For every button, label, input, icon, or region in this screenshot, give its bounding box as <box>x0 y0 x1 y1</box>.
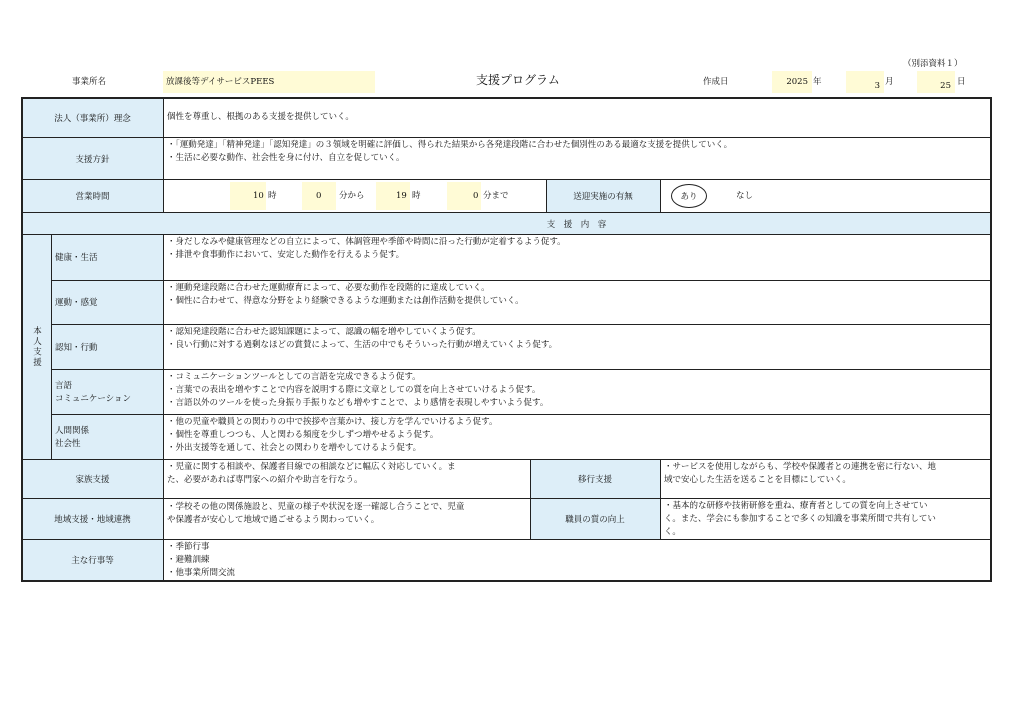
social-relations-line: ・個性を尊重しつつも、人と関わる頻度を少しずつ増やせるよう促す。 <box>167 430 439 440</box>
day-value: 25 <box>940 81 951 91</box>
rule <box>51 369 991 370</box>
office-name: 放課後等デイサービスPEES <box>166 77 275 87</box>
office-name-field[interactable] <box>163 71 375 93</box>
cognition-behavior-line: ・認知発達段階に合わせた認知課題によって、認識の幅を増やしていくよう促す。 <box>167 327 481 337</box>
health-life-line: ・排泄や食事動作において、安定した動作を行えるよう促す。 <box>167 250 405 260</box>
start-hour: 10 <box>253 191 264 201</box>
border-bottom <box>21 580 991 582</box>
motor-sensory-line: ・個性に合わせて、得意な分野をより経験できるような運動または創作活動を提供していく。 <box>167 296 524 306</box>
rule <box>51 324 991 325</box>
day-field[interactable] <box>917 71 955 93</box>
cognition-behavior-line: ・良い行動に対する過剰なほどの賞賛によって、生活の中でもそういった行動が増えていくよう促す。 <box>167 340 558 350</box>
policy-label: 支援方針 <box>75 154 110 165</box>
rule <box>660 459 661 539</box>
personal-support-label: 本人支援 <box>31 326 42 368</box>
border-right <box>990 97 992 582</box>
cognition-behavior-label: 認知・行動 <box>55 343 98 353</box>
border-top <box>21 97 991 99</box>
day-unit: 日 <box>957 77 966 87</box>
office-label: 事業所名 <box>72 77 107 87</box>
staff-quality-line: ・基本的な研修や技術研修を重ね、療育者としての質を向上させてい <box>664 501 928 511</box>
community-support-label: 地域支援・地域連携 <box>54 515 131 525</box>
staff-quality-line: く。 <box>664 527 681 537</box>
motor-sensory-label: 運動・感覚 <box>55 298 98 308</box>
month-field[interactable] <box>846 71 884 93</box>
transition-support-label: 移行支援 <box>577 475 612 485</box>
end-hour: 19 <box>396 191 407 201</box>
policy-line: ・生活に必要な動作、社会性を身に付け、自立を促していく。 <box>167 153 405 163</box>
event-item: ・季節行事 <box>167 542 210 552</box>
transport-no-option[interactable]: なし <box>736 191 754 201</box>
philosophy-text: 個性を尊重し、根拠のある支援を提供していく。 <box>167 112 354 122</box>
page-title: 支援プログラム <box>476 73 560 87</box>
family-support-line: ・児童に関する相談や、保護者目線での相談などに幅広く対応していく。ま <box>167 462 456 472</box>
rule <box>163 234 164 581</box>
social-relations-line: ・他の児童や職員との関わりの中で挨拶や言葉かけ、接し方を学んでいけるよう促す。 <box>167 417 498 427</box>
year-unit: 年 <box>813 77 822 87</box>
content-header: 支 援 内 容 <box>546 219 607 230</box>
rule <box>21 234 991 235</box>
hour-unit: 時 <box>412 191 421 201</box>
rule <box>21 137 991 138</box>
staff-quality-label: 職員の質の向上 <box>565 515 625 525</box>
month-unit: 月 <box>885 77 894 87</box>
rule <box>21 498 991 499</box>
rule <box>21 539 991 540</box>
end-minute: 0 <box>473 191 479 201</box>
from-label: 分から <box>339 191 365 201</box>
hour-unit: 時 <box>268 191 277 201</box>
transport-label: 送迎実施の有無 <box>573 192 633 202</box>
transport-yes-label: あり <box>680 192 698 202</box>
family-support-label: 家族支援 <box>75 475 110 485</box>
transport-yes-option[interactable] <box>671 184 707 208</box>
rule <box>21 179 991 180</box>
social-relations-line: ・外出支援等を通して、社会との関わりを増やしてけるよう促す。 <box>167 443 422 453</box>
rule <box>51 280 991 281</box>
hours-label: 営業時間 <box>75 192 110 202</box>
policy-line: ・「運動発達」「精神発達」「認知発達」の３領域を明確に評価し、得られた結果から各発達段階に合わせた個別性のある最適な支援を提供していく。 <box>167 140 733 150</box>
health-life-line: ・身だしなみや健康管理などの自立によって、体調管理や季節や時間に沿った行動が定着するよう促す。 <box>167 237 566 247</box>
community-support-line: ・学校その他の関係施設と、児童の様子や状況を逐一確認し合うことで、児童 <box>167 502 465 512</box>
rule <box>163 97 164 213</box>
created-date-label: 作成日 <box>703 77 729 87</box>
year-value: 2025 <box>786 77 808 87</box>
language-communication-line: ・言葉での表出を増やすことで内容を説明する際に文章としての質を向上させていけるよう促す。 <box>167 385 541 395</box>
social-relations-label: 人間関係 社会性 <box>55 426 90 449</box>
philosophy-label: 法人（事業所）理念 <box>54 113 131 124</box>
until-label: 分まで <box>483 191 509 201</box>
language-communication-label: 言語 コミュニケーション <box>55 381 131 404</box>
family-support-line: た、必要があれば専門家への紹介や助言を行なう。 <box>167 475 363 485</box>
motor-sensory-line: ・運動発達段階に合わせた運動療育によって、必要な動作を段階的に達成していく。 <box>167 283 490 293</box>
transition-support-line: 域で安心した生活を送ることを目標にしていく。 <box>664 475 851 485</box>
staff-quality-line: く。また、学会にも参加することで多くの知識を事業所間で共有してい <box>664 514 936 524</box>
month-value: 3 <box>874 81 880 91</box>
health-life-label: 健康・生活 <box>55 253 98 263</box>
event-item: ・避難訓練 <box>167 555 210 565</box>
language-communication-line: ・言語以外のツールを使った身振り手振りなども増やすことで、より感情を表現しやすいよう促す。 <box>167 398 549 408</box>
appendix-label: （別添資料１） <box>903 59 963 69</box>
community-support-line: や保護者が安心して地域で過ごせるよう関わっていく。 <box>167 515 380 525</box>
events-label: 主な行事等 <box>71 556 114 566</box>
rule <box>51 234 52 459</box>
rule <box>21 459 991 460</box>
year-field[interactable] <box>772 71 812 93</box>
event-item: ・他事業所間交流 <box>167 568 236 578</box>
language-communication-line: ・コミュニケーションツールとしての言語を完成できるよう促す。 <box>167 372 421 382</box>
transition-support-line: ・サービスを使用しながらも、学校や保護者との連携を密に行ない、地 <box>664 462 937 472</box>
start-minute: 0 <box>316 191 322 201</box>
rule <box>660 179 661 212</box>
rule <box>51 414 991 415</box>
